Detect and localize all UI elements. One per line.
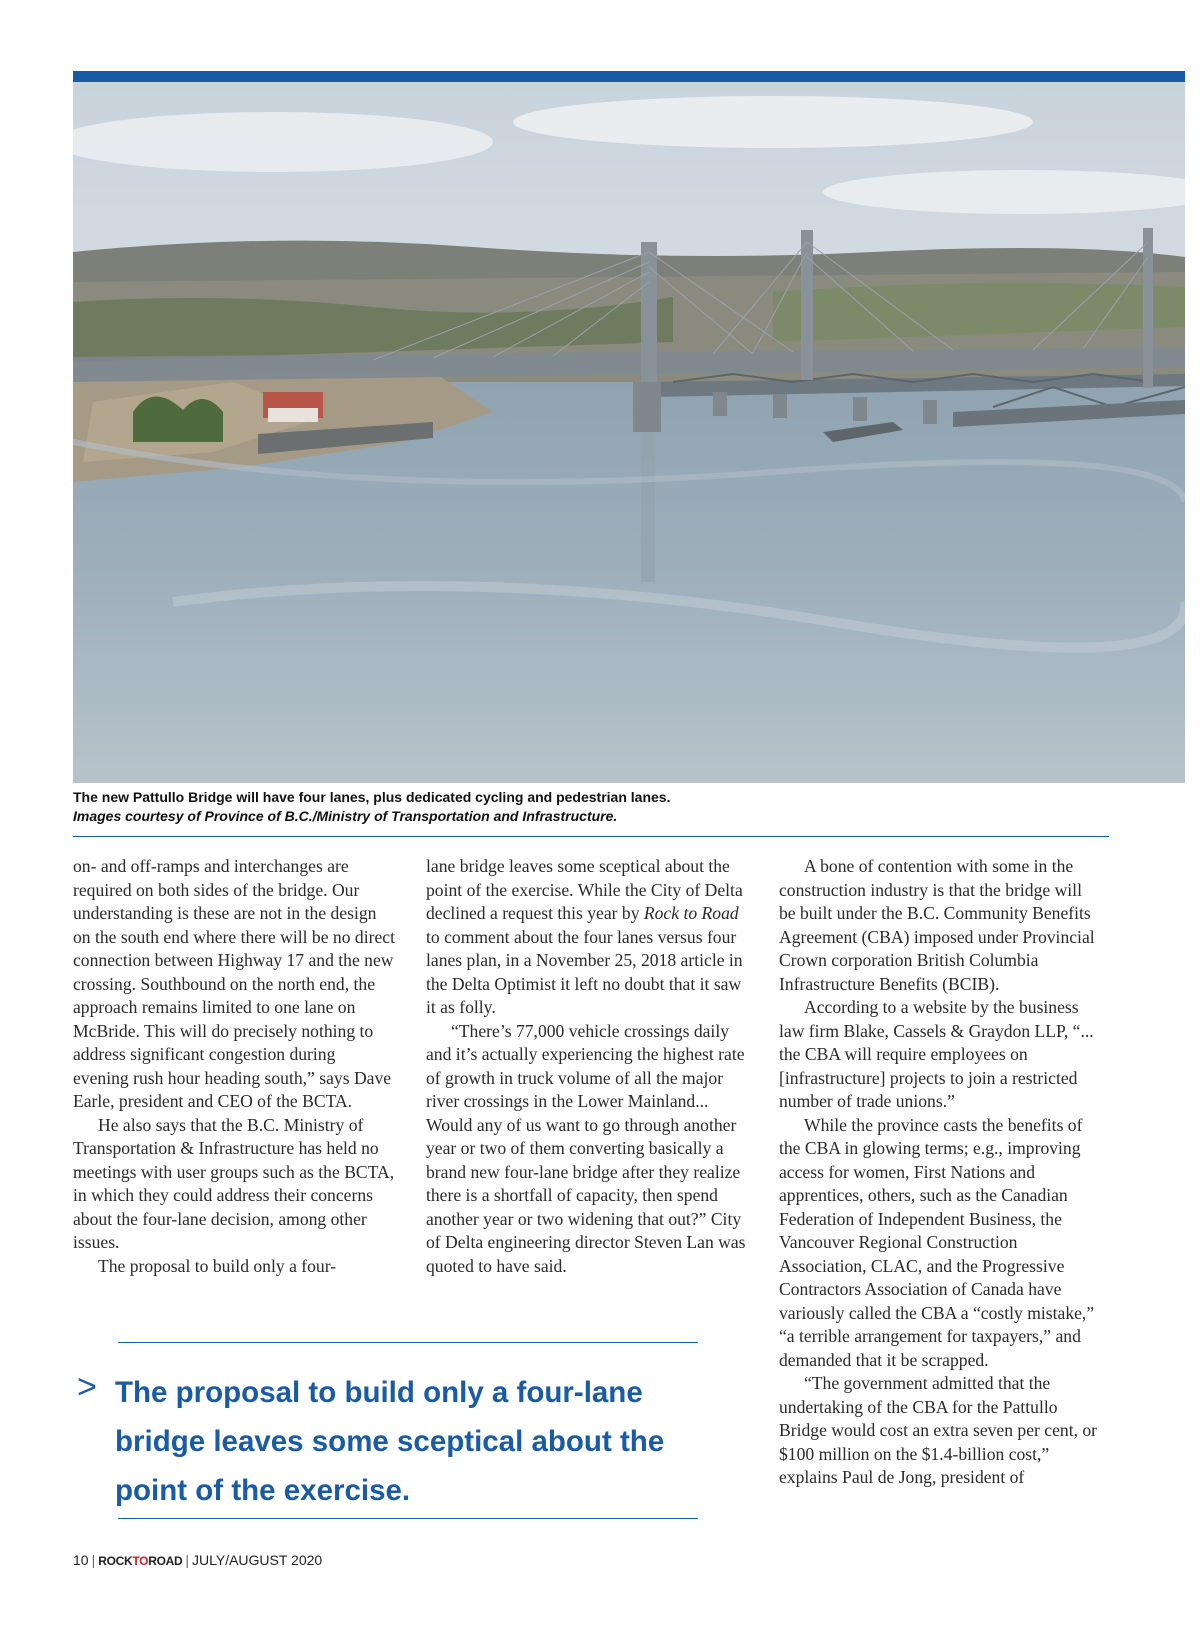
paragraph: “There’s 77,000 vehicle crossings daily and it’s actually experiencing the highest rate of growth in truck volume of all the major river crossings in the Lower Mainland... Would any of us want to go through another year or two of them converting basically a brand new four-lane bridge after they realize there is a shortfall of capacity, then spend another year or two widening that out?” City of Delta engineering director Steven Lan was quoted to have said. [426, 1020, 746, 1276]
caption-text: The new Pattullo Bridge will have four lanes, plus dedicated cycling and pedestrian lanes. [73, 789, 671, 805]
paragraph: He also says that the B.C. Ministry of Transportation & Infrastructure has held no meetings with user groups such as the BCTA, in which they could address their concerns about the four-lane decision, among other issues. [73, 1114, 395, 1252]
pullquote: The proposal to build only a four-lane bridge leaves some sceptical about the point of the exercise. [115, 1376, 665, 1507]
article-column-2 [426, 855, 748, 1278]
paragraph: According to a website by the business law firm Blake, Cassels & Graydon LLP, “... the CBA will require employees on [infrastructure] projects to join a restricted number of trade unions.” [779, 997, 1094, 1111]
publication-name: Rock to Road [643, 903, 739, 923]
paragraph: The proposal to build only a four- [98, 1255, 337, 1276]
pullquote-top-rule [118, 1342, 698, 1343]
paragraph-text: lane bridge leaves some sceptical about the point of the exercise. While the City of Delta declined a request this year by [426, 856, 743, 923]
paragraph: While the province casts the benefits of the CBA in glowing terms; e.g., improving access for women, First Nations and apprentices, others, such as the Canadian Federation of Independent Business, the Vancouver Regional Construction Association, CLAC, and the Progressive Contractors Association of Canada have variously called the CBA a “costly mistake,” “a terrible arrangement for taxpayers,” and demanded that it be scrapped. [779, 1114, 1095, 1370]
caption-credit: Images courtesy of Province of B.C./Ministry of Transportation and Infrastructure. [73, 808, 618, 824]
bridge-rendering-image [73, 82, 1185, 783]
photo-caption [73, 788, 1113, 826]
pullquote-bottom-rule [118, 1518, 698, 1519]
issue-date: JULY/AUGUST 2020 [192, 1552, 323, 1568]
page-footer: 10 | ROCKTOROAD | JULY/AUGUST 2020 [73, 1552, 323, 1568]
magazine-logo: ROCKTOROAD [98, 1554, 183, 1568]
pullquote-arrow-icon: > [77, 1368, 97, 1406]
paragraph: A bone of contention with some in the construction industry is that the bridge will be built under the B.C. Community Benefits Agreement (CBA) imposed under Provincial Crown corporation British Columbia Infrastructure Benefits (BCIB). [779, 856, 1095, 994]
article-column-1 [73, 855, 395, 1278]
paragraph: on- and off-ramps and interchanges are required on both sides of the bridge. Our understanding is these are not in the design on the south end where there will be no direct connection between Highway 17 and the new crossing. Southbound on the north end, the approach remains limited to one lane on McBride. This will do precisely nothing to address significant congestion during evening rush hour heading south,” says Dave Earle, president and CEO of the BCTA. [73, 856, 395, 1111]
article-column-3 [779, 855, 1101, 1490]
page-number: 10 [73, 1552, 89, 1568]
paragraph: “The government admitted that the undertaking of the CBA for the Pattullo Bridge would cost an extra seven per cent, or $100 million on the $1.4-billion cost,” explains Paul de Jong, president of [779, 1373, 1098, 1487]
paragraph-text: to comment about the four lanes versus four lanes plan, in a November 25, 2018 article in the Delta Optimist it left no doubt that it saw it as folly. [426, 926, 743, 1017]
header-color-bar [73, 71, 1185, 82]
caption-divider [73, 836, 1109, 837]
paragraph [426, 855, 748, 1020]
